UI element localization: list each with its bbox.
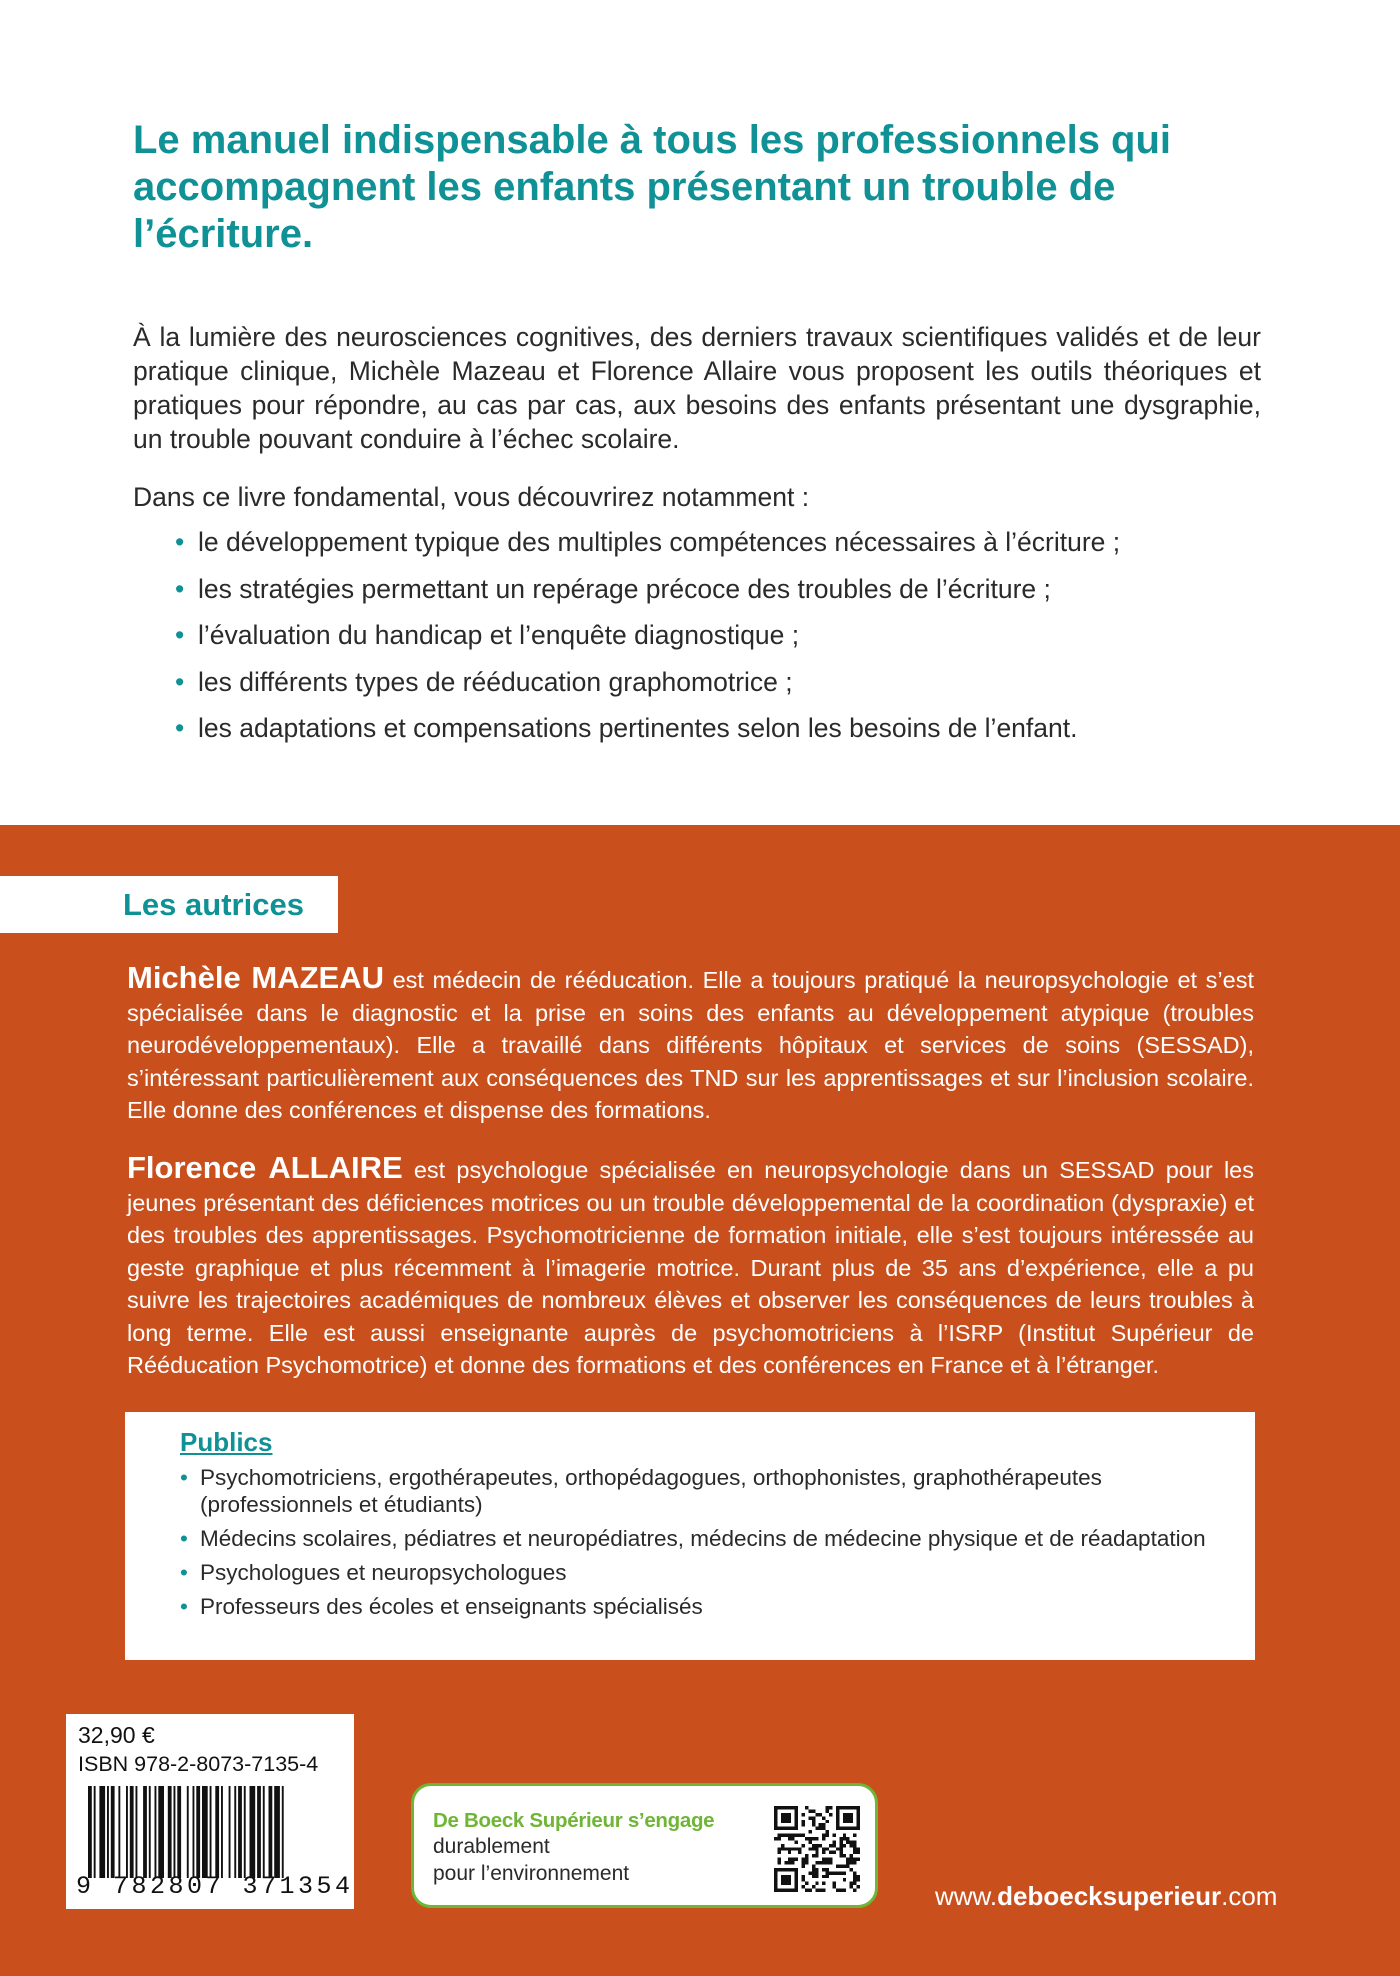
- author-name: Michèle MAZEAU: [127, 960, 384, 995]
- environment-commitment-box: [411, 1783, 878, 1908]
- list-item: • les stratégies permettant un repérage précoce des troubles de l’écriture ;: [175, 573, 1051, 604]
- publics-box: [125, 1412, 1255, 1660]
- website-link[interactable]: www.deboecksuperieur.com: [935, 1881, 1278, 1911]
- bullet-dot-icon: •: [175, 573, 185, 604]
- author-bio-allaire: [127, 1152, 1254, 1382]
- author-bio-text: est médecin de rééducation. Elle a toujours pratiqué la neuropsychologie et s’est spécialisée dans le diagnostic et la prise en soins des enfants au développement atypique (troubles neurodéveloppementaux). Elle a travaillé dans différents hôpitaux et services de soins (SESSAD), s’intéressant particulièrement aux conséquences des TND sur les apprentissages et sur l’inclusion scolaire. Elle donne des conférences et dispense des formations.: [127, 967, 1254, 1123]
- commitment-line-1: durablement: [433, 1835, 550, 1858]
- author-bio-mazeau: [127, 962, 1254, 1127]
- publics-title: Publics: [180, 1427, 273, 1457]
- isbn: ISBN 978-2-8073-7135-4: [78, 1752, 319, 1776]
- list-item: • l’évaluation du handicap et l’enquête diagnostique ;: [175, 620, 800, 650]
- list-item: • Psychologues et neuropsychologues: [180, 1560, 567, 1585]
- list-item: • les adaptations et compensations pertinentes selon les besoins de l’enfant.: [175, 713, 1078, 743]
- topic-list: [175, 525, 1295, 758]
- author-bio-text: est psychologue spécialisée en neuropsychologie dans un SESSAD pour les jeunes présentant des déficiences motrices ou un trouble développemental de la coordination (dyspraxie) et des troubles des apprentissages. Psychomotricienne de formation initiale, elle s’est toujours intéressée au geste graphique et plus récemment à l’imagerie motrice. Durant plus de 35 ans d’expérience, elle a pu suivre les trajectoires académiques de nombreux élèves et observer les conséquences de leurs troubles à long terme. Elle est aussi enseignante auprès de psychomotriciens à l’ISRP (Institut Supérieur de Rééducation Psychomotrice) et donne des formations et des conférences en France et à l’étranger.: [127, 1157, 1254, 1378]
- list-item: • Psychomotriciens, ergothérapeutes, orthopédagogues, orthophonistes, graphothérapeutes (professionnels et étudiants): [180, 1465, 1102, 1517]
- bullet-dot-icon: •: [180, 1465, 188, 1490]
- bullets-lead: Dans ce livre fondamental, vous découvrirez notamment :: [133, 482, 810, 512]
- barcode-icon: [88, 1786, 340, 1878]
- commitment-line-2: pour l’environnement: [433, 1862, 630, 1885]
- bullet-dot-icon: •: [175, 666, 185, 697]
- bullet-dot-icon: •: [180, 1560, 188, 1585]
- barcode-digits: 9 782807 371354: [76, 1872, 354, 1901]
- headline: Le manuel indispensable à tous les professionnels qui accompagnent les enfants présentant un trouble de l’écriture.: [133, 118, 1172, 256]
- bullet-dot-icon: •: [175, 620, 185, 650]
- price: 32,90 €: [78, 1722, 155, 1748]
- list-item: • Professeurs des écoles et enseignants spécialisés: [180, 1594, 703, 1619]
- bullet-dot-icon: •: [180, 1526, 188, 1551]
- publics-list: [180, 1464, 1230, 1627]
- authors-section-tab: [0, 876, 338, 933]
- list-item: • le développement typique des multiples compétences nécessaires à l’écriture ;: [175, 527, 1121, 557]
- bullet-dot-icon: •: [175, 527, 185, 557]
- bullet-dot-icon: •: [175, 713, 185, 743]
- intro-paragraph: À la lumière des neurosciences cognitives, des derniers travaux scientifiques validés et de leur pratique clinique, Michèle Mazeau et Florence Allaire vous proposent les outils théoriques et pratiques pour répondre, au cas par cas, aux besoins des enfants présentant une dysgraphie, un trouble pouvant conduire à l’échec scolaire.: [133, 322, 1261, 454]
- authors-section-title: Les autrices: [123, 887, 304, 922]
- list-item: • les différents types de rééducation graphomotrice ;: [175, 666, 793, 697]
- list-item: • Médecins scolaires, pédiatres et neuropédiatres, médecins de médecine physique et de réadaptation: [180, 1526, 1206, 1551]
- bullet-dot-icon: •: [180, 1594, 188, 1619]
- commitment-brand: De Boeck Supérieur s’engage: [433, 1809, 715, 1832]
- qr-code-icon: [774, 1806, 860, 1892]
- author-name: Florence ALLAIRE: [127, 1150, 403, 1185]
- price-barcode-box: [66, 1714, 354, 1909]
